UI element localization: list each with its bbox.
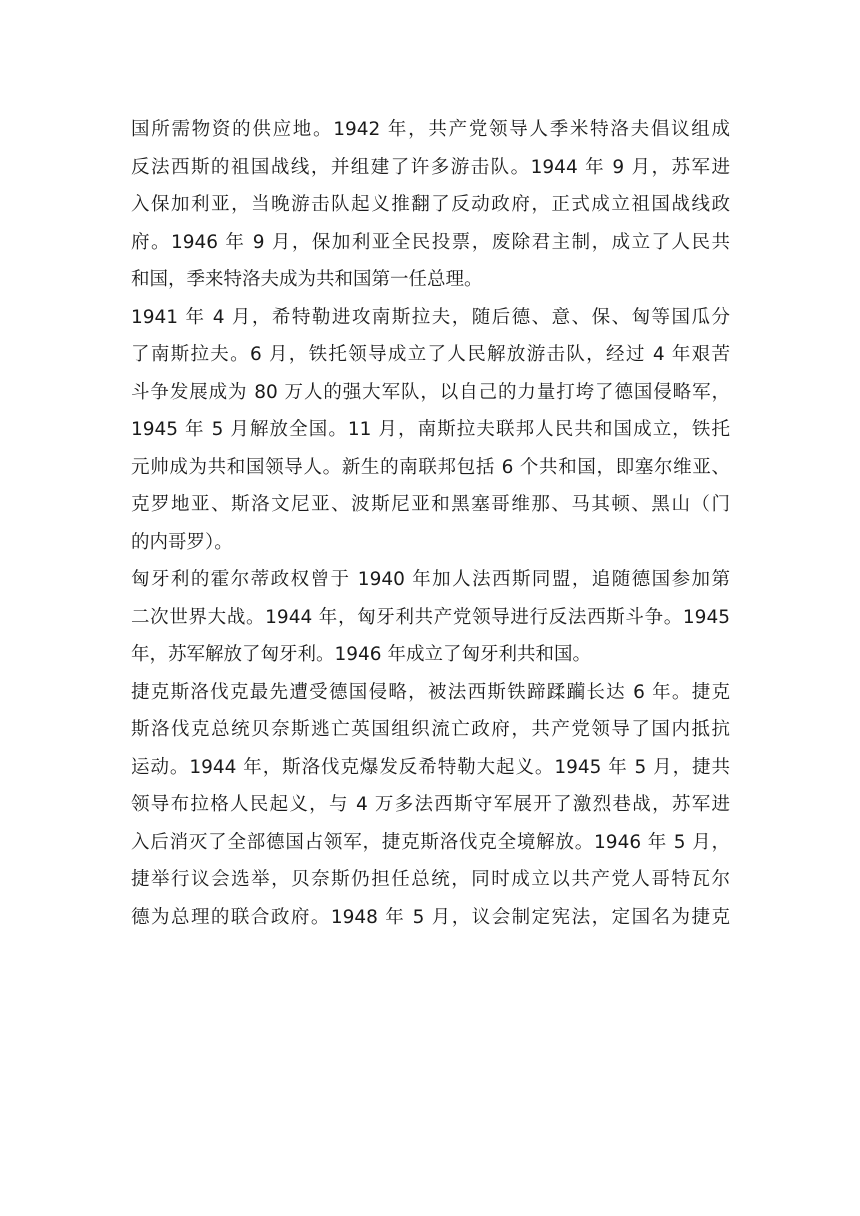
paragraph-czechoslovakia — [131, 674, 730, 937]
text-line: 捷克斯洛伐克最先遭受德国侵略，被法西斯铁蹄蹂躏长达 6 年。捷克 — [131, 681, 730, 703]
text-line: 克罗地亚、斯洛文尼亚、波斯尼亚和黑塞哥维那、马其顿、黑山（门 — [131, 494, 730, 515]
text-line: 元帅成为共和国领导人。新生的南联邦包括 6 个共和国，即塞尔维亚、 — [131, 456, 730, 478]
text-line: 斯洛伐克总统贝奈斯逃亡英国组织流亡政府，共产党领导了国内抵抗 — [131, 719, 730, 740]
text-line: 运动。1944 年，斯洛伐克爆发反希特勒大起义。1945 年 5 月，捷共 — [131, 756, 730, 778]
text-line: 德为总理的联合政府。1948 年 5 月，议会制定宪法，定国名为捷克 — [131, 906, 730, 928]
text-line: 领导布拉格人民起义，与 4 万多法西斯守军展开了激烈巷战，苏军进 — [131, 794, 730, 815]
text-line: 捷举行议会选举，贝奈斯仍担任总统，同时成立以共产党人哥特瓦尔 — [131, 869, 730, 890]
paragraph-hungary — [131, 561, 730, 674]
text-line: 和国，季来特洛夫成为共和国第一任总理。 — [131, 269, 483, 290]
text-line: 1945 年 5 月解放全国。11 月，南斯拉夫联邦人民共和国成立，铁托 — [131, 419, 730, 440]
text-line: 了南斯拉夫。6 月，铁托领导成立了人民解放游击队，经过 4 年艰苦 — [131, 344, 730, 365]
text-line: 二次世界大战。1944 年，匈牙利共产党领导进行反法西斯斗争。1945 — [131, 606, 730, 628]
text-line: 府。1946 年 9 月，保加利亚全民投票，废除君主制，成立了人民共 — [131, 231, 730, 253]
text-line: 入保加利亚，当晚游击队起义推翻了反动政府，正式成立祖国战线政 — [131, 194, 730, 215]
paragraph-bulgaria — [131, 111, 730, 299]
text-line: 1941 年 4 月，希特勒进攻南斯拉夫，随后德、意、保、匈等国瓜分 — [131, 306, 730, 328]
text-line: 匈牙利的霍尔蒂政权曾于 1940 年加人法西斯同盟，追随德国参加第 — [131, 569, 730, 590]
text-line: 的内哥罗）。 — [131, 531, 233, 553]
text-line: 斗争发展成为 80 万人的强大军队，以自己的力量打垮了德国侵略军， — [131, 381, 730, 403]
document-body — [131, 111, 730, 936]
text-line: 入后消灭了全部德国占领军，捷克斯洛伐克全境解放。1946 年 5 月， — [131, 831, 730, 853]
text-line: 国所需物资的供应地。1942 年，共产党领导人季米特洛夫倡议组成 — [131, 119, 730, 140]
text-line: 反法西斯的祖国战线，并组建了许多游击队。1944 年 9 月，苏军进 — [131, 156, 730, 178]
text-line: 年，苏军解放了匈牙利。1946 年成立了匈牙利共和国。 — [131, 644, 591, 665]
paragraph-yugoslavia — [131, 299, 730, 562]
